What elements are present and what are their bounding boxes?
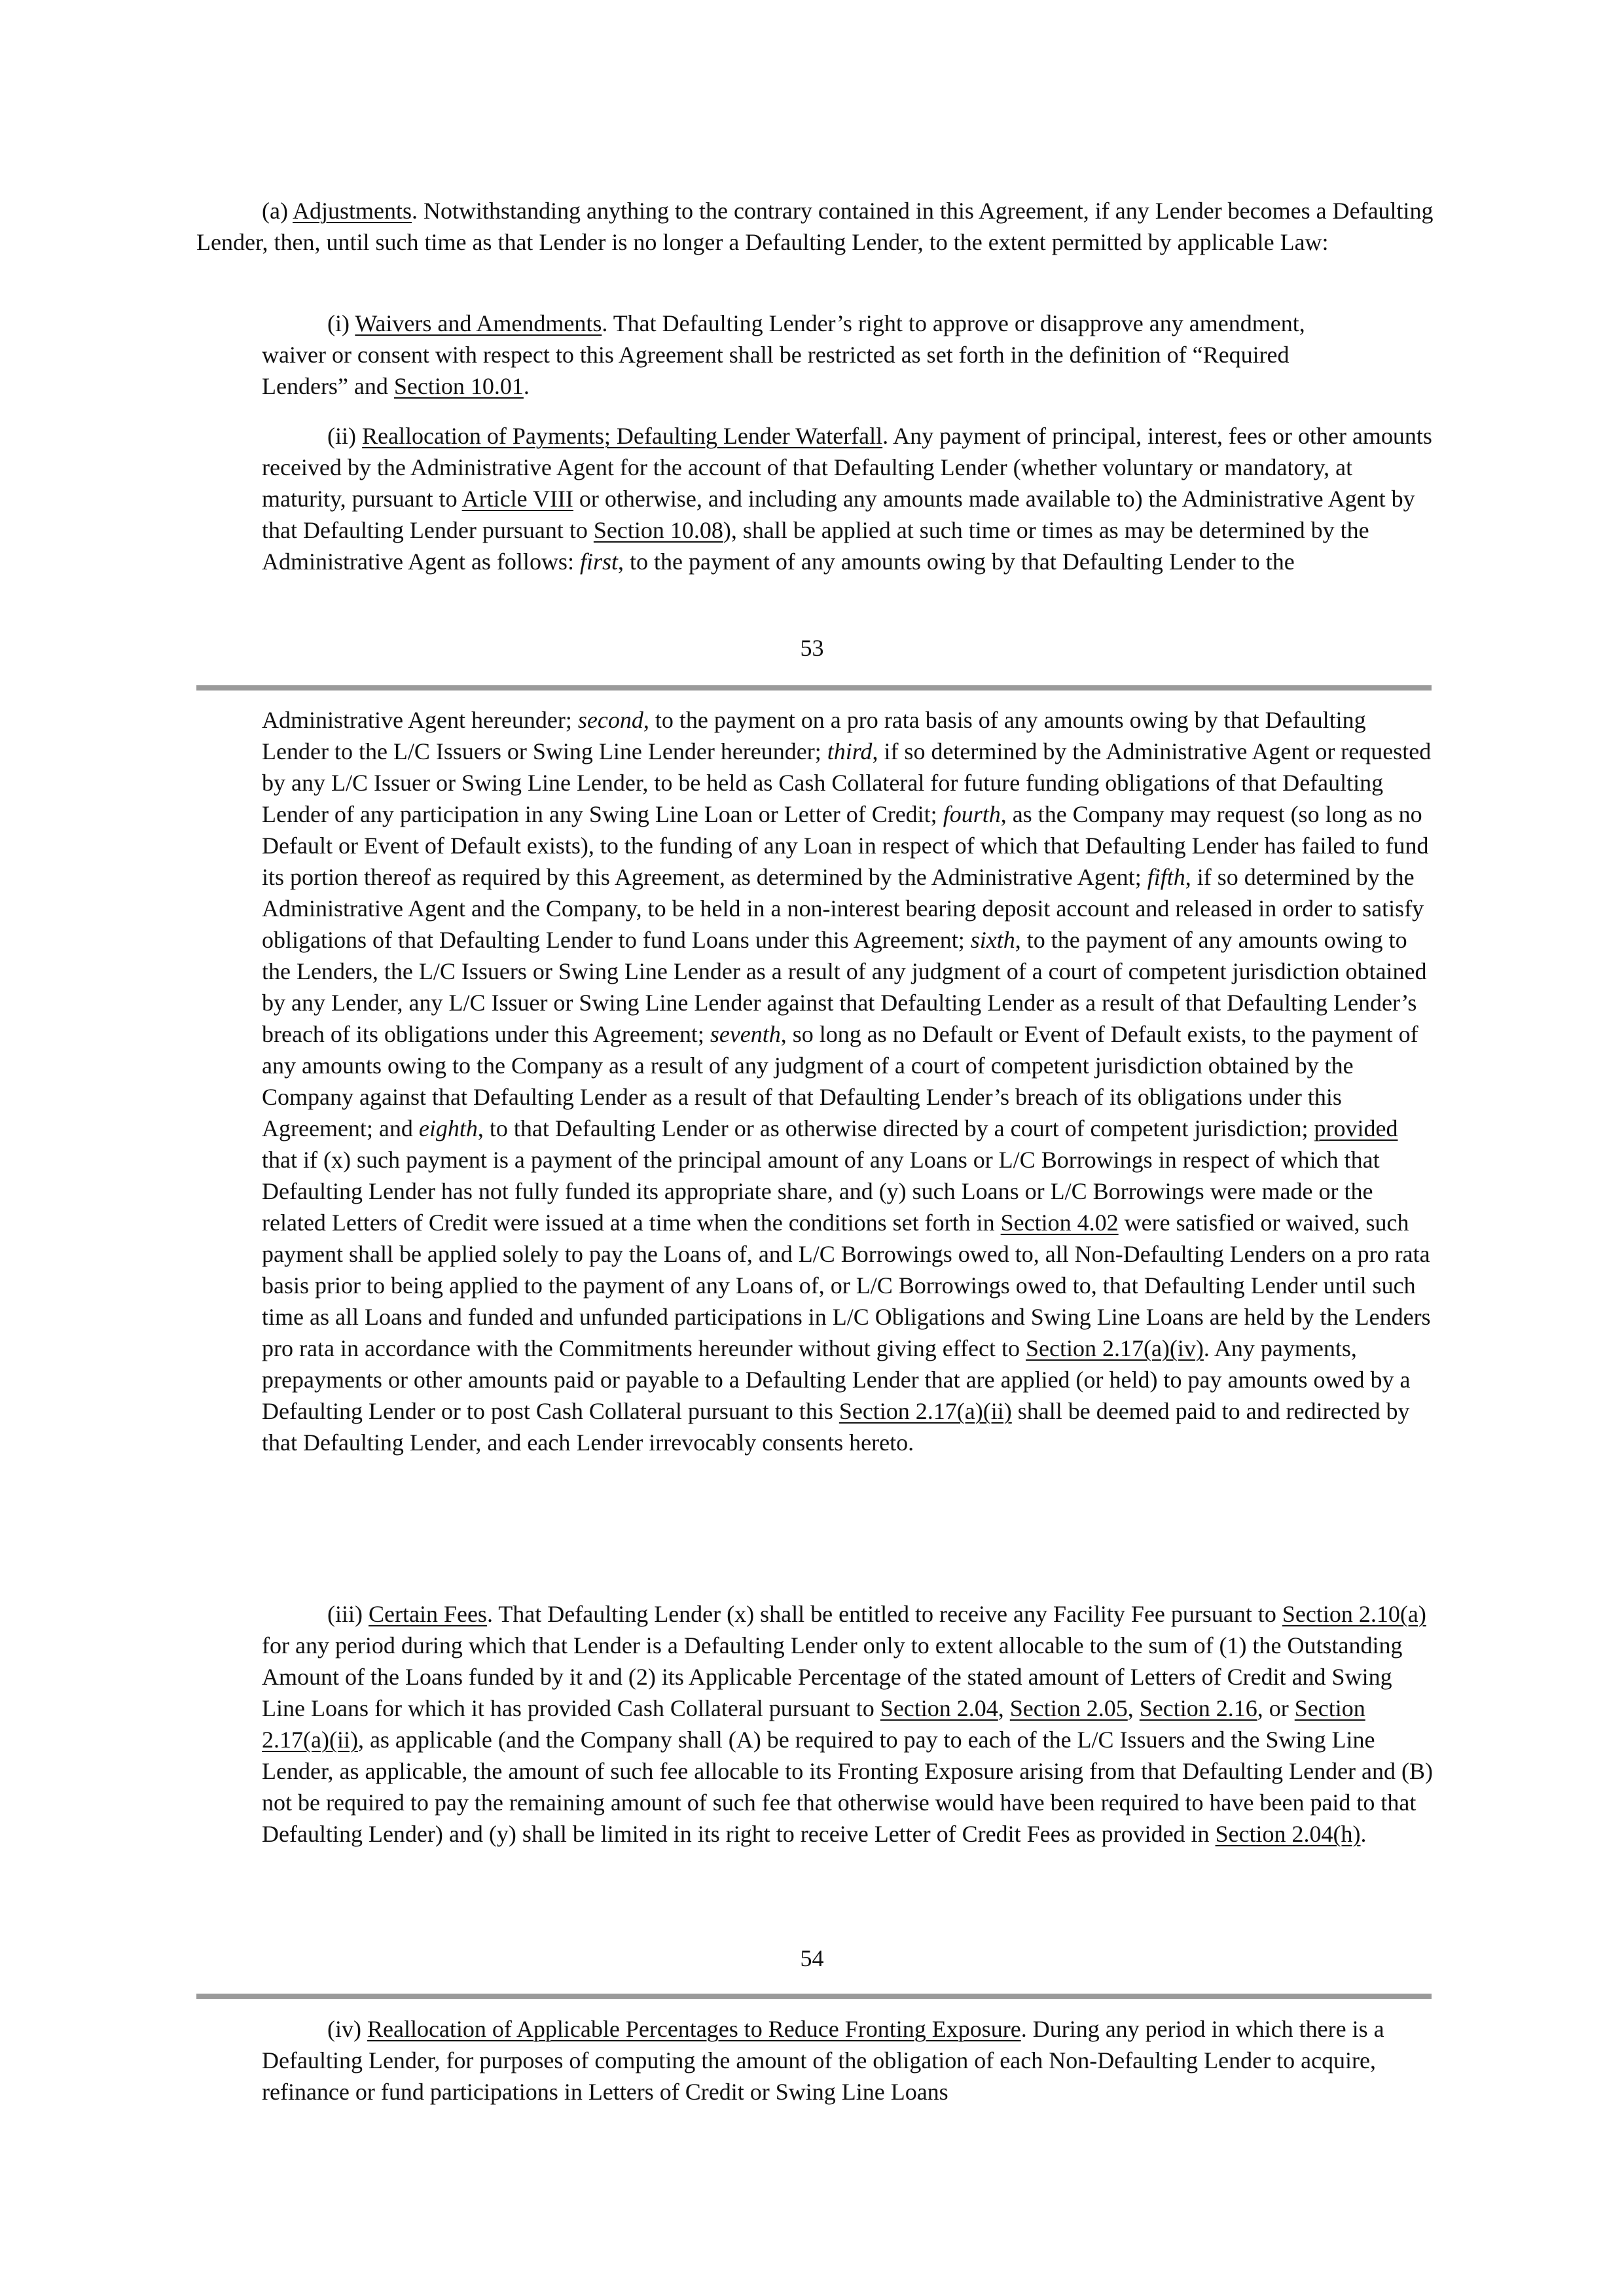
- xref-section-2-04-h[interactable]: Section 2.04(h): [1215, 1821, 1361, 1847]
- para-a-text: . Notwithstanding anything to the contrary contained in this Agreement, if any Lender becomes a Defaulting Lender, then, until such time as that Lender is no longer a Defaulting Lender, to the extent permitted by applicable Law:: [196, 198, 1434, 255]
- term-seventh: seventh: [710, 1021, 781, 1047]
- para-ii-prefix: (ii): [327, 423, 362, 449]
- term-provided: provided: [1314, 1115, 1398, 1141]
- para-iii-text-3: , as applicable (and the Company shall (A) be required to pay to each of the L/C Issuers and the Swing Line Lender, as applicable, the amount of such fee allocable to its Fronting Exposure arising from that Defaulting Lender and (B) not be required to pay the remaining amount of such fee that otherwise would have been required to have been paid to that Defaulting Lender) and (y) shall be limited in its right to receive Letter of Credit Fees as provided in: [262, 1727, 1433, 1847]
- term-third: third: [827, 738, 873, 764]
- xref-section-2-04[interactable]: Section 2.04: [880, 1695, 998, 1721]
- xref-section-2-05[interactable]: Section 2.05: [1009, 1695, 1128, 1721]
- cont-text-7: , so long as no Default or Event of Default exists, to the payment of any amounts owing to the Company as a result of any judgment of a court of competent jurisdiction obtained by the Company against that Defaulting Lender as a result of that Defaulting Lender’s breach of its obligations under this Agreement; and: [262, 1021, 1418, 1141]
- xref-section-2-17-a-ii-fees[interactable]: Section 2.17(a)(ii): [262, 1695, 1365, 1753]
- xref-section-10-08[interactable]: Section 10.08: [593, 517, 723, 543]
- paragraph-ii-reallocation: [262, 420, 1437, 577]
- paragraph-iii-certain-fees: [262, 1598, 1437, 1850]
- cont-text-12: shall be deemed paid to and redirected by that Defaulting Lender, and each Lender irrevocably consents hereto.: [262, 1398, 1410, 1456]
- heading-adjustments: Adjustments: [292, 198, 412, 224]
- para-iii-comma-1: ,: [998, 1695, 1010, 1721]
- page-number-54: 54: [800, 1945, 824, 1971]
- xref-section-4-02[interactable]: Section 4.02: [1000, 1210, 1119, 1236]
- cont-text-9: that if (x) such payment is a payment of the principal amount of any Loans or L/C Borrowings in respect of which that Defaulting Lender has not fully funded its appropriate share, and (y) such Loans or L/C Borrowings were made or the related Letters of Credit were issued at a time when the conditions set forth in: [262, 1147, 1380, 1236]
- heading-waivers-amendments: Waivers and Amendments: [355, 310, 602, 336]
- para-iii-text-2: for any period during which that Lender is a Defaulting Lender only to extent allocable to the sum of (1) the Outstanding Amount of the Loans funded by it and (2) its Applicable Percentage of the stated amount of Letters of Credit and Swing Line Loans for which it has provided Cash Collateral pursuant to: [262, 1632, 1403, 1721]
- cont-text-1: Administrative Agent hereunder;: [262, 707, 578, 733]
- para-a-prefix: (a): [262, 198, 293, 224]
- page-number-53: 53: [800, 635, 824, 661]
- para-iii-comma-2: ,: [1127, 1695, 1140, 1721]
- para-ii-text-1: . Any payment of principal, interest, fees or other amounts received by the Administrative Agent for the account of that Defaulting Lender (whether voluntary or mandatory, at maturity, pursuant to: [262, 423, 1432, 512]
- xref-section-2-17-a-iv[interactable]: Section 2.17(a)(iv): [1025, 1335, 1204, 1361]
- paragraph-a-adjustments: [196, 195, 1434, 258]
- paragraph-i-waivers: [262, 308, 1348, 402]
- term-second: second: [577, 707, 643, 733]
- para-i-prefix: (i): [327, 310, 355, 336]
- para-iii-text-4: .: [1360, 1821, 1367, 1847]
- cont-text-8: , to that Defaulting Lender or as otherwise directed by a court of competent jurisdiction;: [477, 1115, 1314, 1141]
- para-ii-text-3: ), shall be applied at such time or times as may be determined by the Administrative Agent as follows:: [262, 517, 1369, 575]
- heading-reallocation-waterfall: Reallocation of Payments; Defaulting Lender Waterfall: [361, 423, 883, 449]
- para-ii-text-4: , to the payment of any amounts owing by that Defaulting Lender to the: [617, 548, 1295, 575]
- xref-section-2-16[interactable]: Section 2.16: [1139, 1695, 1257, 1721]
- cont-text-2: , to the payment on a pro rata basis of any amounts owing by that Defaulting Lender to the L/C Issuers or Swing Line Lender hereunder;: [262, 707, 1366, 764]
- paragraph-iv-reallocation-percentages: [262, 2013, 1434, 2108]
- para-iv-text-1: . During any period in which there is a Defaulting Lender, for purposes of computing the amount of the obligation of each Non-Defaulting Lender to acquire, refinance or fund participations in Letters of Credit or Swing Line Loans: [262, 2016, 1384, 2105]
- term-fifth: fifth: [1147, 864, 1185, 890]
- page-break-rule-2: [196, 1994, 1432, 1999]
- para-i-text-1: . That Defaulting Lender’s right to approve or disapprove any amendment, waiver or consent with respect to this Agreement shall be restricted as set forth in the definition of “Required Lenders” and: [262, 310, 1305, 399]
- cont-text-11: . Any payments, prepayments or other amounts paid or payable to a Defaulting Lender that are applied (or held) to pay amounts owed by a Defaulting Lender or to post Cash Collateral pursuant to this: [262, 1335, 1411, 1424]
- heading-certain-fees: Certain Fees: [368, 1601, 487, 1627]
- cont-text-4: , as the Company may request (so long as no Default or Event of Default exists), to the funding of any Loan in respect of which that Defaulting Lender has failed to fund its portion thereof as required by this Agreement, as determined by the Administrative Agent;: [262, 801, 1429, 890]
- xref-section-2-10-a[interactable]: Section 2.10(a): [1282, 1601, 1426, 1627]
- cont-text-3: , if so determined by the Administrative Agent or requested by any L/C Issuer or Swing Line Lender, to be held as Cash Collateral for future funding obligations of that Defaulting Lender of any participation in any Swing Line Loan or Letter of Credit;: [262, 738, 1432, 827]
- term-fourth: fourth: [943, 801, 1001, 827]
- para-ii-text-2: or otherwise, and including any amounts made available to) the Administrative Agent by that Defaulting Lender pursuant to: [262, 486, 1415, 543]
- para-iv-prefix: (iv): [327, 2016, 367, 2042]
- term-sixth: sixth: [970, 927, 1015, 953]
- para-i-text-2: .: [523, 373, 530, 399]
- xref-section-10-01[interactable]: Section 10.01: [393, 373, 524, 399]
- paragraph-ii-continued: [262, 704, 1434, 1458]
- cont-text-6: , to the payment of any amounts owing to the Lenders, the L/C Issuers or Swing Line Lender as a result of any judgment of a court of competent jurisdiction obtained by any Lender, any L/C Issuer or Swing Line Lender against that Defaulting Lender as a result of that Defaulting Lender’s breach of its obligations under this Agreement;: [262, 927, 1427, 1047]
- para-iii-or: , or: [1257, 1695, 1295, 1721]
- para-iii-prefix: (iii): [327, 1601, 369, 1627]
- xref-section-2-17-a-ii[interactable]: Section 2.17(a)(ii): [839, 1398, 1012, 1424]
- para-iii-text-1: . That Defaulting Lender (x) shall be entitled to receive any Facility Fee pursuant to: [486, 1601, 1282, 1627]
- cont-text-5: , if so determined by the Administrative Agent and the Company, to be held in a non-interest bearing deposit account and released in order to satisfy obligations of that Defaulting Lender to fund Loans under this Agreement;: [262, 864, 1424, 953]
- cont-text-10: were satisfied or waived, such payment shall be applied solely to pay the Loans of, and L/C Borrowings owed to, all Non-Defaulting Lenders on a pro rata basis prior to being applied to the payment of any Loans of, or L/C Borrowings owed to, that Defaulting Lender until such time as all Loans and funded and unfunded participations in L/C Obligations and Swing Line Loans are held by the Lenders pro rata in accordance with the Commitments hereunder without giving effect to: [262, 1210, 1431, 1361]
- term-first: first: [579, 548, 618, 575]
- xref-article-viii[interactable]: Article VIII: [461, 486, 573, 512]
- page-break-rule-1: [196, 685, 1432, 691]
- heading-reallocation-percentages: Reallocation of Applicable Percentages to Reduce Fronting Exposure: [367, 2016, 1021, 2042]
- term-eighth: eighth: [418, 1115, 478, 1141]
